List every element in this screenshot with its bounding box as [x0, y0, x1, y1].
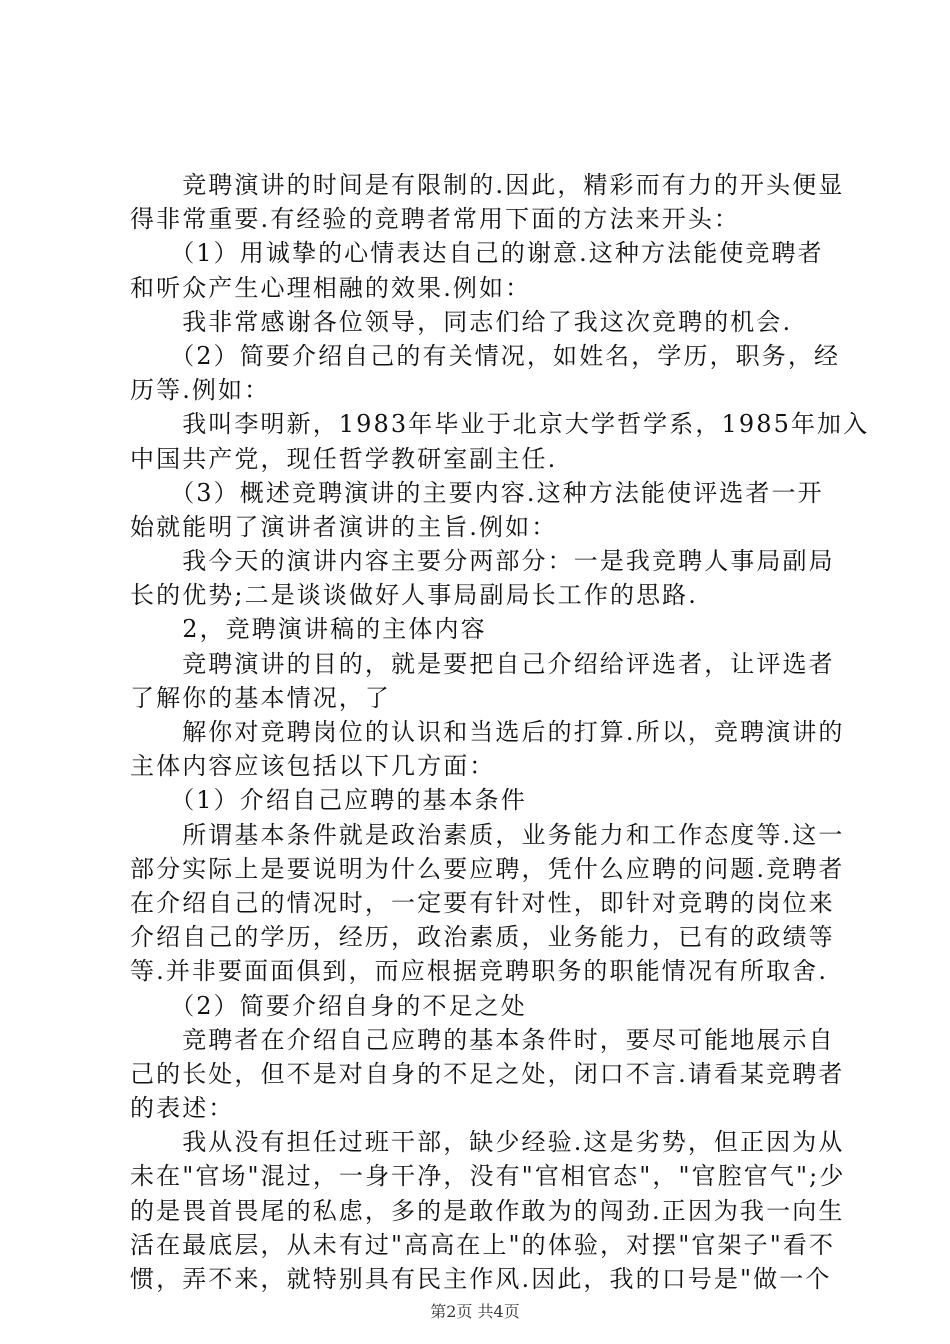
text-line: 2，竞聘演讲稿的主体内容: [130, 615, 487, 644]
text-line: （2）简要介绍自身的不足之处: [130, 991, 527, 1020]
text-line: 等.并非要面面俱到，而应根据竞聘职务的职能情况有所取舍.: [130, 957, 829, 986]
text-line: 和听众产生心理相融的效果.例如：: [130, 273, 532, 302]
text-line: 历等.例如：: [130, 376, 271, 405]
text-line: 我叫李明新，1983年毕业于北京大学哲学系，1985年加入: [130, 410, 870, 439]
text-line: 惯，弄不来，就特别具有民主作风.因此，我的口号是"做一个: [130, 1265, 832, 1293]
text-line: 我从没有担任过班干部，缺少经验.这是劣势，但正因为从: [130, 1128, 845, 1157]
text-line: 活在最底层，从未有过"高高在上"的体验，对摆"官架子"看不: [130, 1230, 836, 1259]
text-line: 竞聘演讲的目的，就是要把自己介绍给评选者，让评选者: [130, 649, 835, 678]
text-line: 的表述：: [130, 1094, 235, 1123]
text-line: 解你对竞聘岗位的认识和当选后的打算.所以，竞聘演讲的: [130, 718, 845, 746]
text-line: （1）用诚挚的心情表达自己的谢意.这种方法能使竞聘者: [130, 239, 824, 268]
text-line: 的是畏首畏尾的私虑，多的是敢作敢为的闯劲.正因为我一向生: [130, 1196, 845, 1225]
page-footer: 第2页 共4页: [430, 1302, 520, 1321]
text-line: 在介绍自己的情况时，一定要有针对性，即针对竞聘的岗位来: [130, 888, 835, 917]
body-text: [130, 168, 870, 1296]
text-line: 介绍自己的学历，经历，政治素质，业务能力，已有的政绩等: [130, 923, 835, 952]
text-line: 未在"官场"混过，一身干净，没有"官相官态"，"官腔官气";少: [130, 1162, 846, 1191]
text-line: 长的优势;二是谈谈做好人事局副局长工作的思路.: [130, 581, 699, 610]
text-line: （1）介绍自己应聘的基本条件: [130, 786, 527, 815]
text-line: （2）简要介绍自己的有关情况，如姓名，学历，职务，经: [130, 341, 841, 370]
text-line: 竞聘演讲的时间是有限制的.因此，精彩而有力的开头便显: [130, 171, 845, 199]
text-line: 所谓基本条件就是政治素质，业务能力和工作态度等.这一: [130, 820, 845, 849]
text-line: 己的长处，但不是对自身的不足之处，闭口不言.请看某竞聘者: [130, 1059, 845, 1088]
text-line: 我非常感谢各位领导，同志们给了我这次竞聘的机会.: [130, 307, 793, 336]
text-line: 我今天的演讲内容主要分两部分：一是我竞聘人事局副局: [130, 547, 835, 576]
text-line: 主体内容应该包括以下几方面：: [130, 752, 496, 781]
text-line: 得非常重要.有经验的竞聘者常用下面的方法来开头：: [130, 205, 741, 234]
text-line: 部分实际上是要说明为什么要应聘，凭什么应聘的问题.竞聘者: [130, 854, 845, 883]
text-line: （3）概述竞聘演讲的主要内容.这种方法能使评选者一开: [130, 478, 824, 507]
text-line: 竞聘者在介绍自己应聘的基本条件时，要尽可能地展示自: [130, 1025, 835, 1054]
text-line: 了解你的基本情况，了: [130, 683, 391, 712]
text-line: 始就能明了演讲者演讲的主旨.例如：: [130, 512, 558, 541]
text-line: 中国共产党，现任哲学教研室副主任.: [130, 444, 558, 473]
